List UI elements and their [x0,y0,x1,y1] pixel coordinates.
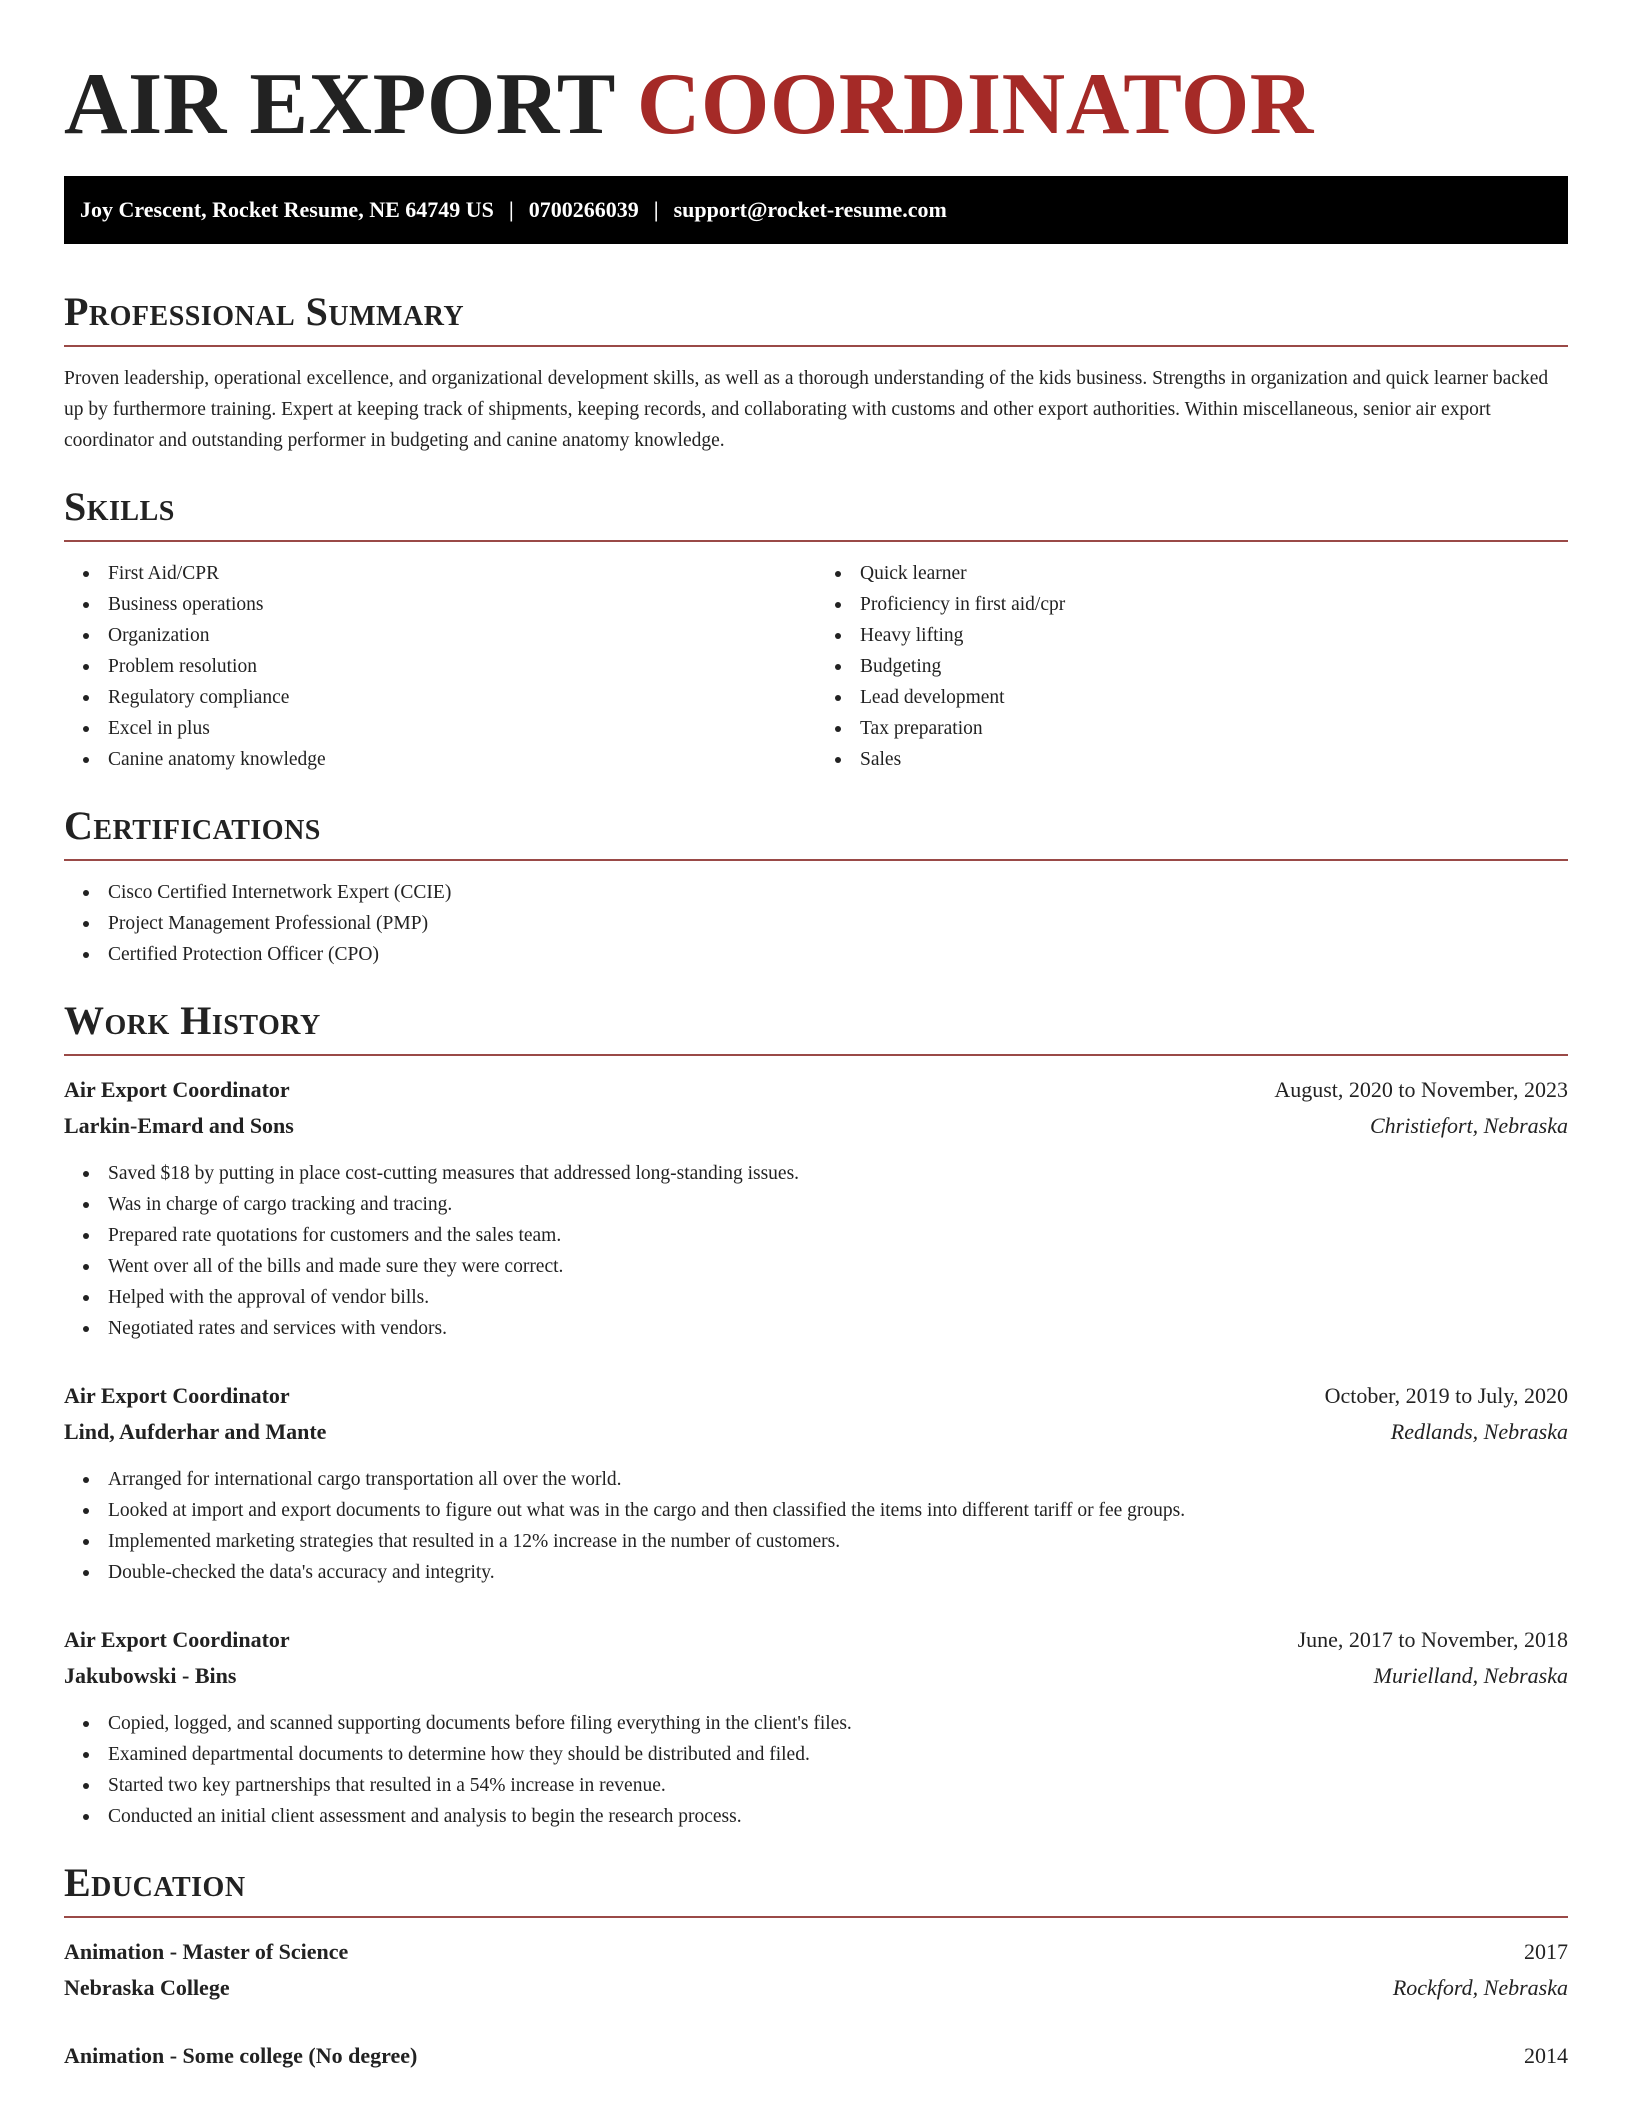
job-bullet: Implemented marketing strategies that resulted in a 12% increase in the number of customers. [64,1526,1568,1557]
job-header [64,1378,1568,1414]
skill-item: First Aid/CPR [64,558,816,589]
certifications-heading: Certifications [64,803,321,848]
job-entry [64,1072,1568,1344]
education-school: Nebraska College [64,1975,230,2000]
job-dates: October, 2019 to July, 2020 [1324,1383,1568,1408]
job-location: Christiefort, Nebraska [1369,1113,1568,1138]
certification-item: Certified Protection Officer (CPO) [64,939,1568,970]
job-bullet: Arranged for international cargo transportation all over the world. [64,1464,1568,1495]
education-year: 2017 [1524,1939,1568,1964]
education-section [64,1860,1568,2074]
education-degree: Animation - Some college (No degree) [64,2043,418,2068]
job-company: Larkin-Emard and Sons [64,1113,294,1138]
job-location: Murielland, Nebraska [1373,1663,1568,1688]
job-title: Air Export Coordinator [64,1627,290,1652]
skill-item: Sales [816,744,1568,775]
contact-address: Joy Crescent, Rocket Resume, NE 64749 US [80,197,494,222]
section-divider [64,345,1568,347]
skill-item: Proficiency in first aid/cpr [816,589,1568,620]
job-subheader [64,1414,1568,1450]
job-bullet: Was in charge of cargo tracking and tracing. [64,1189,1568,1220]
job-bullets [64,1708,1568,1832]
job-bullet: Helped with the approval of vendor bills. [64,1282,1568,1313]
section-divider [64,859,1568,861]
section-divider [64,1916,1568,1918]
education-subheader [64,1970,1568,2006]
job-bullet: Looked at import and export documents to figure out what was in the cargo and then classified the items into different tariff or fee groups. [64,1495,1568,1526]
section-divider [64,540,1568,542]
job-bullet: Conducted an initial client assessment and analysis to begin the research process. [64,1801,1568,1832]
skill-item: Lead development [816,682,1568,713]
certifications-section [64,803,1568,970]
job-header [64,1072,1568,1108]
education-header [64,1934,1568,1970]
resume-title [64,0,1568,155]
job-subheader [64,1658,1568,1694]
skills-section [64,484,1568,775]
certification-item: Project Management Professional (PMP) [64,908,1568,939]
job-dates: June, 2017 to November, 2018 [1297,1627,1568,1652]
summary-section [64,289,1568,456]
contact-phone: 0700266039 [528,197,639,222]
job-bullet: Negotiated rates and services with vendors. [64,1313,1568,1344]
education-heading: Education [64,1860,246,1905]
job-company: Jakubowski - Bins [64,1663,237,1688]
skill-item: Regulatory compliance [64,682,816,713]
contact-bar [64,176,1568,244]
certifications-list [64,877,1568,970]
summary-text: Proven leadership, operational excellence, and organizational development skills, as well as a thorough understanding of the kids business. Strengths in organization and quick learner backed up by furthermore training. Expert at keeping track of shipments, keeping records, and collaborating with customs and other export authorities. Within miscellaneous, senior air export coordinator and outstanding performer in budgeting and canine anatomy knowledge. [64,368,1549,451]
job-title: Air Export Coordinator [64,1077,290,1102]
section-divider [64,1054,1568,1056]
title-accent: COORDINATOR [636,56,1314,153]
skill-item: Heavy lifting [816,620,1568,651]
job-bullet: Started two key partnerships that resulted in a 54% increase in revenue. [64,1770,1568,1801]
job-entry [64,1378,1568,1588]
job-dates: August, 2020 to November, 2023 [1274,1077,1568,1102]
skill-item: Budgeting [816,651,1568,682]
skill-item: Organization [64,620,816,651]
skill-item: Canine anatomy knowledge [64,744,816,775]
skill-item: Quick learner [816,558,1568,589]
skills-list-left [64,558,816,775]
contact-separator: | [653,197,659,222]
skills-grid [64,558,1568,775]
job-bullets [64,1158,1568,1344]
work-history-section [64,998,1568,1832]
job-bullet: Examined departmental documents to determine how they should be distributed and filed. [64,1739,1568,1770]
job-bullets [64,1464,1568,1588]
education-entry [64,2038,1568,2074]
skill-item: Problem resolution [64,651,816,682]
job-title: Air Export Coordinator [64,1383,290,1408]
job-company: Lind, Aufderhar and Mante [64,1419,327,1444]
education-year: 2014 [1524,2043,1568,2068]
work-history-heading: Work History [64,998,321,1043]
title-first: AIR EXPORT [64,56,615,153]
job-bullet: Went over all of the bills and made sure they were correct. [64,1251,1568,1282]
job-location: Redlands, Nebraska [1390,1419,1568,1444]
skill-item: Tax preparation [816,713,1568,744]
education-entry [64,1934,1568,2006]
contact-email: support@rocket-resume.com [673,197,947,222]
job-subheader [64,1108,1568,1144]
job-bullet: Double-checked the data's accuracy and integrity. [64,1557,1568,1588]
skills-heading: Skills [64,484,175,529]
job-bullet: Prepared rate quotations for customers and the sales team. [64,1220,1568,1251]
job-header [64,1622,1568,1658]
skills-list-right [816,558,1568,775]
job-bullet: Saved $18 by putting in place cost-cutting measures that addressed long-standing issues. [64,1158,1568,1189]
job-entry [64,1622,1568,1832]
education-location: Rockford, Nebraska [1392,1975,1568,2000]
certification-item: Cisco Certified Internetwork Expert (CCIE) [64,877,1568,908]
education-degree: Animation - Master of Science [64,1939,349,1964]
education-header [64,2038,1568,2074]
contact-separator: | [508,197,514,222]
summary-heading: Professional Summary [64,289,465,334]
skill-item: Excel in plus [64,713,816,744]
skill-item: Business operations [64,589,816,620]
job-bullet: Copied, logged, and scanned supporting documents before filing everything in the client's files. [64,1708,1568,1739]
